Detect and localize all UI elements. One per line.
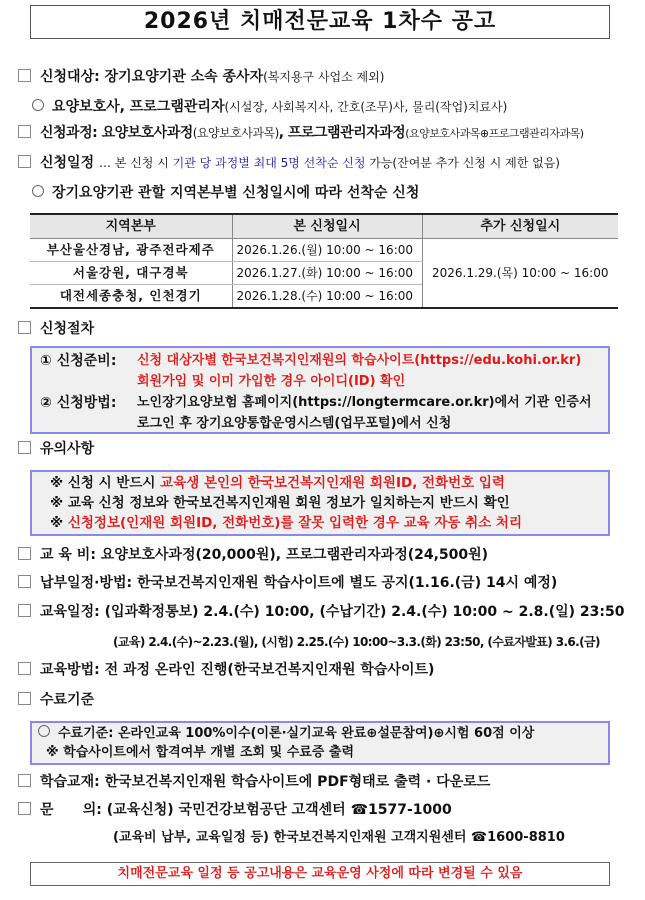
step1-label: ① 신청준비: xyxy=(40,353,117,369)
completion-box xyxy=(30,721,610,765)
checkbox-icon xyxy=(18,604,31,617)
step2-label: ② 신청방법: xyxy=(40,395,117,411)
highlight: 교육생 본인의 한국보건복지인재원 회원ID, 전화번호 입력 xyxy=(160,475,505,491)
edu-schedule-line2: (교육) 2.4.(수)~2.23.(월), (시험) 2.25.(수) 10:00~3.3.(화) 23:50, (수료자발표) 3.6.(금) xyxy=(113,635,600,649)
course-line xyxy=(18,124,584,143)
procedure-heading xyxy=(18,320,94,338)
edu-schedule-line xyxy=(18,603,624,621)
label: 교 육 비: xyxy=(40,547,96,563)
region: 대전세종충청, 인천경기 xyxy=(59,288,202,303)
schedule-sub xyxy=(32,184,419,202)
schedule-line xyxy=(18,154,560,172)
label: 신청대상: xyxy=(40,69,100,85)
note: (요양보호사과목) xyxy=(192,126,279,140)
checkbox-icon xyxy=(18,125,31,138)
text: 가능(잔여분 추가 신청 시 제한 없음) xyxy=(365,156,560,170)
target-line xyxy=(18,68,384,86)
fee-line xyxy=(18,546,488,564)
header-main-date: 본 신청일시 xyxy=(232,214,422,239)
checkbox-icon xyxy=(18,774,31,787)
checkbox-icon xyxy=(18,321,31,334)
checkbox-icon xyxy=(18,575,31,588)
label: 문 의: xyxy=(40,802,102,818)
label: 학습교재: xyxy=(40,774,100,790)
label: 신청일정 xyxy=(40,155,95,171)
text: 수료기준: 온라인교육 100%이수(이론·실기교육 완료⊕설문참여)⊕시험 60점 이상 xyxy=(58,726,535,741)
text: … 본 신청 시 xyxy=(98,156,173,170)
header-extra-date: 추가 신청일시 xyxy=(422,214,618,239)
sep: , xyxy=(278,125,288,141)
step1-text: 회원가입 및 이미 가입한 경우 아이디(ID) 확인 xyxy=(137,374,406,389)
date: 2026.1.26.(월) 10:00 ~ 16:00 xyxy=(232,239,422,262)
material-line xyxy=(18,773,490,791)
step2-text: 노인장기요양보험 홈페이지(https://longtermcare.or.kr)에서 기관 인증서 xyxy=(137,395,592,410)
checkbox-icon xyxy=(18,802,31,815)
value: 전 과정 온라인 진행(한국보건복지인재원 학습사이트) xyxy=(104,662,435,678)
page-title: 2026년 치매전문교육 1차수 공고 xyxy=(30,5,610,39)
header-region: 지역본부 xyxy=(30,214,232,239)
checkbox-icon xyxy=(18,69,31,82)
date: 2026.1.28.(수) 10:00 ~ 16:00 xyxy=(232,285,422,309)
value: 요양보호사과정 xyxy=(101,125,193,141)
value: 한국보건복지인재원 학습사이트에 PDF형태로 출력 · 다운로드 xyxy=(104,774,491,790)
value: (교육신청) 국민건강보험공단 고객센터 ☎1577-1000 xyxy=(106,802,452,818)
checkbox-icon xyxy=(18,662,31,675)
text: ※ 학습사이트에서 합격여부 개별 조회 및 수료증 출력 xyxy=(46,745,355,760)
payment-line xyxy=(18,574,557,592)
notes-heading xyxy=(18,440,94,458)
label: 유의사항 xyxy=(40,441,95,457)
circle-icon xyxy=(32,185,44,197)
value: 장기요양기관 관할 지역본부별 신청일시에 따라 선착순 신청 xyxy=(52,185,420,201)
table-row xyxy=(30,239,618,262)
circle-icon xyxy=(32,99,44,111)
text: ※ 신청 시 반드시 xyxy=(50,475,161,491)
region: 서울강원, 대구경북 xyxy=(30,262,232,285)
checkbox-icon xyxy=(18,547,31,560)
value: (입과확정통보) 2.4.(수) 10:00, (수납기간) 2.4.(수) 10:00 ~ 2.8.(일) 23:50 xyxy=(104,604,625,620)
footer-notice: 치매전문교육 일정 등 공고내용은 교육운영 사정에 따라 변경될 수 있음 xyxy=(30,862,610,886)
label: 교육방법: xyxy=(40,662,100,678)
completion-heading xyxy=(18,691,94,709)
contact-line xyxy=(18,801,452,819)
value: 프로그램관리자과정 xyxy=(287,125,406,141)
note: (복지용구 사업소 제외) xyxy=(263,70,385,84)
note: (요양보호사과목⊕프로그램관리자과목) xyxy=(405,127,584,140)
table-header xyxy=(30,214,618,239)
date: 2026.1.27.(화) 10:00 ~ 16:00 xyxy=(232,262,422,285)
region: 부산울산경남, 광주전라제주 xyxy=(30,239,232,262)
label: 납부일정·방법: xyxy=(40,575,133,591)
highlight: 신청정보(인재원 회원ID, 전화번호)를 잘못 입력한 경우 교육 자동 취소 처리 xyxy=(67,515,523,531)
method-line xyxy=(18,661,434,679)
label: 수료기준 xyxy=(40,692,95,708)
procedure-box xyxy=(30,346,610,434)
step1-text: 신청 대상자별 한국보건복지인재원의 학습사이트(https://edu.kohi.or.kr) xyxy=(137,353,582,368)
checkbox-icon xyxy=(18,155,31,168)
extra-date: 2026.1.29.(목) 10:00 ~ 16:00 xyxy=(422,239,618,309)
value: 한국보건복지인재원 학습사이트에 별도 공지(1.16.(금) 14시 예정) xyxy=(136,575,558,591)
checkbox-icon xyxy=(18,692,31,705)
schedule-table xyxy=(30,213,618,309)
checkbox-icon xyxy=(18,441,31,454)
circle-icon xyxy=(38,725,50,737)
label: 신청과정: xyxy=(40,125,98,141)
notes-box xyxy=(30,470,610,536)
label: 교육일정: xyxy=(40,604,100,620)
value: 장기요양기관 소속 종사자 xyxy=(104,69,264,85)
value: 요양보호사, 프로그램관리자 xyxy=(52,99,225,115)
note: (시설장, 사회복지사, 간호(조무)사, 물리(작업)치료사) xyxy=(224,100,508,114)
target-sub xyxy=(32,98,507,116)
text: ※ 교육 신청 정보와 한국보건복지인재원 회원 정보가 일치하는지 반드시 확인 xyxy=(50,495,510,511)
step2-text: 로그인 후 장기요양통합운영시스템(업무포털)에서 신청 xyxy=(137,416,452,431)
value: 요양보호사과정(20,000원), 프로그램관리자과정(24,500원) xyxy=(100,547,489,563)
text: ※ xyxy=(50,515,68,531)
contact-line2: (교육비 납부, 교육일정 등) 한국보건복지인재원 고객지원센터 ☎1600-8810 xyxy=(113,830,565,845)
highlight: 기관 당 과정별 최대 5명 선착순 신청 xyxy=(172,156,366,170)
label: 신청절차 xyxy=(40,321,95,337)
